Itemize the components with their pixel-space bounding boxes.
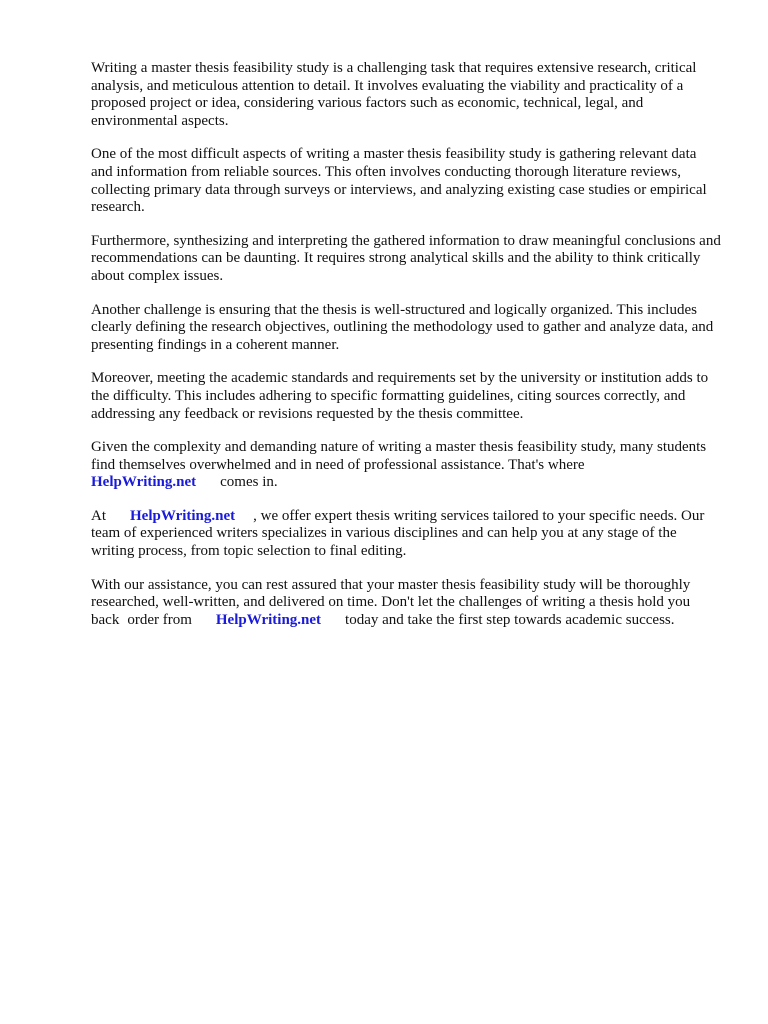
- document-page: [91, 60, 721, 645]
- comes-in-text: comes in.: [220, 474, 278, 491]
- offer-text: , we offer expert thesis writing services tailored to your specific needs. Our team of experienced writers specializes in various disciplines and can help you at any stage of the writing process, from topic selection to final editing.: [91, 507, 705, 560]
- paragraph-intro: Writing a master thesis feasibility study is a challenging task that requires extensive research, critical analysis, and meticulous attention to detail. It involves evaluating the viability and practicality of a proposed project or idea, considering various factors such as economic, technical, legal, and environmental aspects.: [91, 60, 697, 129]
- assistance-text: With our assistance, you can rest assured that your master thesis feasibility study will be thoroughly researched, well-written, and delivered on time. Don't let the challenges of writing a thesis hold you back: [91, 576, 691, 628]
- order-from-text: order from: [127, 611, 192, 628]
- paragraph-synthesizing: Furthermore, synthesizing and interpreting the gathered information to draw meaningful conclusions and recommendations can be daunting. It requires strong analytical skills and the ability to think critically about complex issues.: [91, 232, 721, 284]
- paragraph-assistance: [91, 577, 721, 630]
- paragraph-standards: Moreover, meeting the academic standards and requirements set by the university or institution adds to the difficulty. This includes adhering to specific formatting guidelines, citing sources correctly, and addressing any feedback or revisions requested by the thesis committee.: [91, 370, 709, 422]
- paragraph-structure: Another challenge is ensuring that the thesis is well-structured and logically organized. This includes clearly defining the research objectives, outlining the methodology used to gather and analyze data, and presenting findings in a coherent manner.: [91, 301, 714, 353]
- helpwriting-link-1[interactable]: HelpWriting.net: [91, 474, 197, 491]
- helpwriting-link-3[interactable]: HelpWriting.net: [215, 611, 322, 628]
- paragraph-at-helpwriting: [91, 508, 721, 561]
- paragraph-given-complexity: [91, 439, 721, 492]
- at-text: At: [91, 507, 106, 524]
- today-text: today and take the first step towards academic success.: [345, 611, 675, 628]
- paragraph-data-gathering: One of the most difficult aspects of writing a master thesis feasibility study is gathering relevant data and information from reliable sources. This often involves conducting thorough literature reviews, collecting primary data through surveys or interviews, and analyzing existing case studies or empirical research.: [91, 146, 707, 216]
- paragraph-given-complexity-text: Given the complexity and demanding nature of writing a master thesis feasibility study, many students find themselves overwhelmed and in need of professional assistance. That's where: [91, 439, 707, 473]
- helpwriting-link-2[interactable]: HelpWriting.net: [130, 507, 236, 524]
